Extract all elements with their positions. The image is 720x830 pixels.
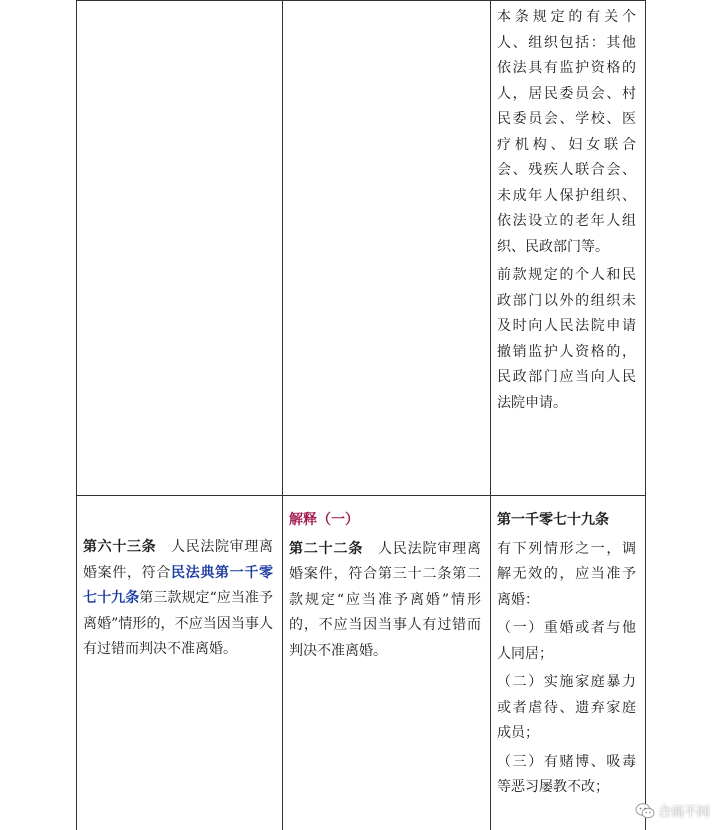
article-number: 第六十三条 [83,539,156,555]
article-number: 第一千零七十九条 [491,496,645,534]
wechat-icon [635,802,655,820]
table-cell-empty [283,1,491,496]
article-paragraph: 本条规定的有关个人、组织包括：其他依法具有监护资格的人，居民委员会、村民委员会、学校、医疗机构、妇女联合会、残疾人联合会、未成年人保护组织、依法设立的老年人组织、民政部门等。 [491,1,645,260]
table-row [77,496,646,830]
article-paragraph: （三）有赌博、吸毒等恶习屡教不改； [491,750,645,801]
article-number: 第二十二条 [289,541,363,557]
table-cell-civil-code [491,496,646,830]
article-text: 第三款规定“应当准予离婚”情形的，不应当因当事人有过错而判决不准离婚。 [83,590,273,657]
article-paragraph: 有下列情形之一，调解无效的，应当准予离婚： [491,537,645,614]
table-row [77,1,646,496]
section-heading: 解释（一） [283,496,490,534]
article-paragraph: 前款规定的个人和民政部门以外的组织未及时向人民法院申请撤销监护人资格的，民政部门应当向人民法院申请。 [491,263,645,416]
table-cell-new-interpretation [283,496,491,830]
article-paragraph: （二）实施家庭暴力或者虐待、遗弃家庭成员； [491,670,645,747]
civil-code-link[interactable]: 民法典第一千零七十九条 [83,565,273,607]
table-cell-empty [77,1,283,496]
comparison-table [76,0,646,830]
table-cell-old-interpretation [77,496,283,830]
article-text: 人民法院审理离婚案件，符合 [83,539,273,581]
watermark [635,801,710,820]
table-cell-civil-code-continued [491,1,646,496]
article-paragraph [77,496,282,663]
article-text: 人民法院审理离婚案件，符合第三十二条第二款规定“应当准予离婚”情形的，不应当因当事人有过错而判决不准离婚。 [289,541,481,659]
article-paragraph [283,537,490,665]
watermark-text: 合而不同 [658,801,710,820]
article-paragraph: （一）重婚或者与他人同居； [491,616,645,667]
